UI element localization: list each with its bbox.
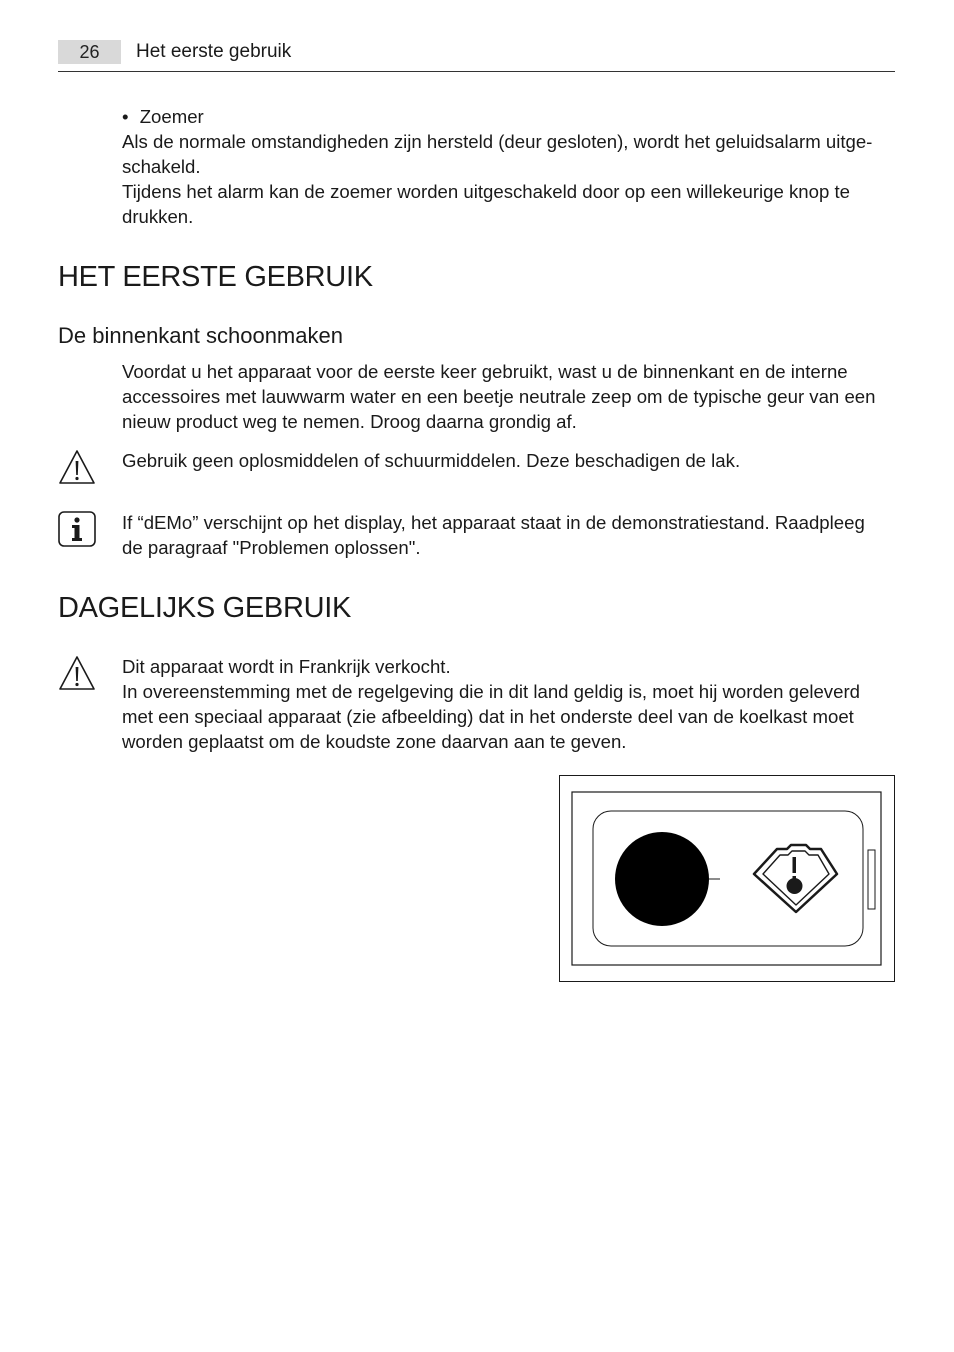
warning-text-solvents: Gebruik geen oplosmiddelen of schuurmiddelen. Deze beschadigen de lak. — [122, 450, 741, 471]
bullet-label: Zoemer — [139, 106, 204, 127]
cleaning-para-line-2: accessoires met lauwwarm water en een beetje neutrale zeep om de typische geur van een — [122, 386, 876, 407]
section-title-first-use: HET EERSTE GEBRUIK — [58, 261, 373, 293]
intro-line-1: Als de normale omstandigheden zijn hersteld (deur gesloten), wordt het geluidsalarm uitge- — [122, 131, 873, 152]
intro-line-3: Tijdens het alarm kan de zoemer worden uitgeschakeld door op een willekeurige knop te — [122, 181, 850, 202]
cold-zone-indicator-figure — [559, 775, 895, 982]
info-line-1: If “dEMo” verschijnt op het display, het apparaat staat in de demonstratiestand. Raadpleeg — [122, 512, 865, 533]
warning-triangle-icon — [58, 655, 96, 691]
warning-triangle-icon — [58, 449, 96, 485]
section-title-daily-use: DAGELIJKS GEBRUIK — [58, 592, 352, 624]
indicator-dot — [615, 832, 709, 926]
intro-line-4: drukken. — [122, 206, 194, 227]
intro-line-2: schakeld. — [122, 156, 201, 177]
cleaning-para-line-1: Voordat u het apparaat voor de eerste keer gebruikt, wast u de binnenkant en de interne — [122, 361, 848, 382]
page-number: 26 — [58, 40, 121, 64]
subsection-title-cleaning: De binnenkant schoonmaken — [58, 323, 343, 348]
info-line-2: de paragraaf "Problemen oplossen". — [122, 537, 421, 558]
page-header — [58, 40, 895, 72]
france-warning-line-3: met een speciaal apparaat (zie afbeelding) dat in het onderste deel van de koelkast moet — [122, 706, 854, 727]
header-title: Het eerste gebruik — [136, 41, 292, 62]
france-warning-line-2: In overeenstemming met de regelgeving die in dit land geldig is, moet hij worden geleverd — [122, 681, 860, 702]
bullet-item — [122, 104, 204, 129]
info-icon — [58, 511, 96, 547]
bullet-marker: • — [122, 106, 129, 127]
cleaning-para-line-3: nieuw product weg te nemen. Droog daarna grondig af. — [122, 411, 577, 432]
france-warning-line-1: Dit apparaat wordt in Frankrijk verkocht. — [122, 656, 451, 677]
france-warning-line-4: worden geplaatst om de koudste zone daarvan aan te geven. — [122, 731, 627, 752]
